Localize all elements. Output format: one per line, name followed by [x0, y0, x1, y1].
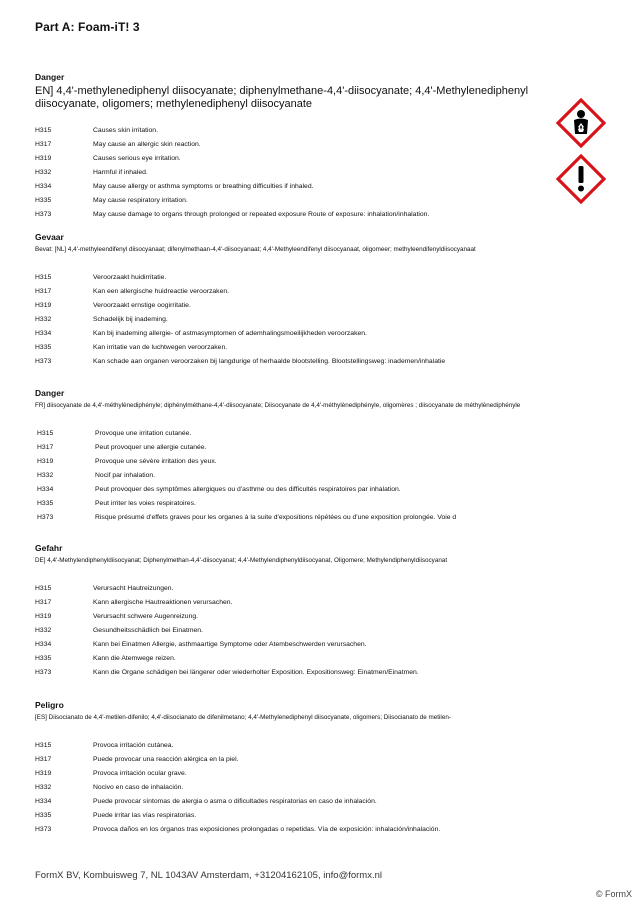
substance-names: [ES] Diisocianato de 4,4'-metilen-difenilo; 4,4'-diisocianato de difenilmetano; 4,4'-Methylenediphenyl diisocyanate, oligomers; Diisocianato de metilen-: [35, 714, 451, 721]
hazard-text: Puede provocar una reacción alérgica en la piel.: [93, 756, 239, 763]
hazard-text: May cause allergy or asthma symptoms or breathing difficulties if inhaled.: [93, 182, 314, 190]
section-es: [35, 700, 540, 837]
hazard-statement-list: [35, 582, 550, 680]
hazard-code: H317: [35, 599, 52, 606]
hazard-text: Gesundheitsschädlich bei Einatmen.: [93, 627, 203, 634]
hazard-text: Provoque une irritation cutanée.: [95, 430, 192, 437]
hazard-code: H373: [37, 514, 54, 521]
signal-word: Peligro: [35, 700, 64, 710]
hazard-statement: [35, 207, 550, 221]
hazard-text: Kann die Organe schädigen bei längerer oder wiederholter Exposition. Expositionsweg: Einatmen/Einatmen.: [93, 669, 419, 676]
hazard-statement: [35, 753, 540, 767]
substance-names: FR] diisocyanate de 4,4'-méthylènediphényle; diphénylméthane-4,4'-diisocyanate; Diisocyanate de 4,4'-méthylènediphényle, oligomères ; diisocyanate de méthylènediphényle: [35, 402, 521, 409]
hazard-code: H334: [35, 798, 52, 805]
hazard-statement: [35, 638, 550, 652]
hazard-text: Verursacht schwere Augenreizung.: [93, 613, 199, 620]
hazard-text: Kann allergische Hautreaktionen verursachen.: [93, 599, 233, 606]
hazard-code: H334: [35, 641, 52, 648]
section-fr: [35, 388, 540, 525]
hazard-text: Puede irritar las vías respiratorias.: [93, 812, 197, 819]
hazard-statement: [35, 596, 550, 610]
hazard-statement: [35, 767, 540, 781]
hazard-code: H315: [35, 585, 52, 592]
hazard-code: H332: [35, 784, 52, 791]
hazard-code: H317: [35, 140, 52, 148]
hazard-statement: [35, 511, 540, 525]
hazard-text: Schadelijk bij inademing.: [93, 316, 168, 323]
hazard-text: Verursacht Hautreizungen.: [93, 585, 174, 592]
hazard-code: H335: [35, 655, 52, 662]
hazard-code: H319: [35, 302, 52, 309]
hazard-code: H315: [35, 742, 52, 749]
hazard-statement-list: [35, 739, 540, 837]
section-de: [35, 543, 550, 680]
hazard-statement: [35, 299, 555, 313]
hazard-code: H373: [35, 669, 52, 676]
signal-word: Danger: [35, 388, 65, 398]
hazard-code: H317: [35, 288, 52, 295]
substance-names: Bevat: [NL] 4,4'-methyleendifenyl diisocyanaat; difenylmethaan-4,4'-diisocyanaat; 4,4'-Methyleendifenyl diisocyanaat, oligomeer; methyleendifenyldiisocyanaat: [35, 246, 476, 253]
company-footer: FormX BV, Kombuisweg 7, NL 1043AV Amsterdam, +31204162105, info@formx.nl: [35, 870, 382, 881]
hazard-code: H334: [37, 486, 54, 493]
hazard-statement: [35, 355, 555, 369]
hazard-text: May cause damage to organs through prolonged or repeated exposure Route of exposure: inhalation/inhalation.: [93, 210, 430, 218]
hazard-code: H319: [35, 770, 52, 777]
hazard-text: Causes skin irritation.: [93, 126, 158, 134]
hazard-text: May cause an allergic skin reaction.: [93, 140, 201, 148]
hazard-text: Veroorzaakt huidirritatie.: [93, 274, 167, 281]
hazard-text: Puede provocar síntomas de alergia o asma o dificultades respiratorias en caso de inhalación.: [93, 798, 377, 805]
hazard-statement: [35, 781, 540, 795]
hazard-code: H317: [37, 444, 54, 451]
hazard-statement: [35, 582, 550, 596]
hazard-text: Risque présumé d'effets graves pour les organes à la suite d'expositions répétées ou d'une exposition prolongée. Voie d: [95, 514, 457, 521]
hazard-text: Kann die Atemwege reizen.: [93, 655, 176, 662]
hazard-statement: [35, 313, 555, 327]
signal-word: Gefahr: [35, 543, 63, 553]
hazard-statement: [35, 427, 540, 441]
substance-names: DE] 4,4'-Methylendiphenyldiisocyanat; Diphenylmethan-4,4'-diisocyanat; 4,4'-Methylendiphenyldiisocyanat, Oligomere; Methylendiphenyldiisocyanat: [35, 557, 448, 564]
hazard-text: May cause respiratory irritation.: [93, 196, 188, 204]
hazard-text: Provoque une sévère irritation des yeux.: [95, 458, 217, 465]
hazard-text: Harmful if inhaled.: [93, 168, 148, 176]
section-nl: [35, 232, 555, 369]
hazard-text: Peut provoquer une allergie cutanée.: [95, 444, 207, 451]
hazard-text: Causes serious eye irritation.: [93, 154, 181, 162]
substance-names: EN] 4,4'-methylenediphenyl diisocyanate; diphenylmethane-4,4'-diisocyanate; 4,4'-Methylenediphenyl diisocyanate, oligomers; methylenediphenyl diisocyanate: [35, 85, 529, 110]
hazard-statement: [35, 469, 540, 483]
hazard-code: H373: [35, 826, 52, 833]
hazard-statement: [35, 795, 540, 809]
hazard-code: H335: [35, 344, 52, 351]
hazard-text: Kan irritatie van de luchtwegen veroorzaken.: [93, 344, 228, 351]
hazard-code: H373: [35, 358, 52, 365]
hazard-statement: [35, 739, 540, 753]
hazard-code: H335: [35, 812, 52, 819]
hazard-code: H319: [35, 154, 52, 162]
hazard-statement: [35, 193, 550, 207]
signal-word: Danger: [35, 72, 65, 82]
hazard-code: H373: [35, 210, 52, 218]
hazard-text: Kan een allergische huidreactie veroorzaken.: [93, 288, 230, 295]
section-en: [35, 72, 550, 221]
hazard-code: H332: [35, 316, 52, 323]
hazard-statement: [35, 151, 550, 165]
hazard-text: Nocif par inhalation.: [95, 472, 156, 479]
hazard-code: H332: [35, 627, 52, 634]
exclamation-mark-icon: [556, 154, 606, 204]
hazard-code: H334: [35, 182, 52, 190]
hazard-text: Peut provoquer des symptômes allergiques ou d'asthme ou des difficultés respiratoires par inhalation.: [95, 486, 401, 493]
hazard-statement: [35, 497, 540, 511]
hazard-code: H319: [37, 458, 54, 465]
signal-word: Gevaar: [35, 232, 64, 242]
hazard-code: H315: [37, 430, 54, 437]
hazard-statement: [35, 165, 550, 179]
hazard-code: H332: [35, 168, 52, 176]
ghs-pictograms: [556, 98, 608, 210]
hazard-text: Provoca daños en los órganos tras exposiciones prolongadas o repetidas. Vía de exposición: inhalación/inhalación.: [93, 826, 441, 833]
hazard-statement: [35, 327, 555, 341]
page-title: Part A: Foam-iT! 3: [35, 20, 140, 34]
hazard-text: Provoca irritación cutánea.: [93, 742, 174, 749]
hazard-statement: [35, 137, 550, 151]
hazard-text: Peut irriter les voies respiratoires.: [95, 500, 196, 507]
hazard-text: Nocivo en caso de inhalación.: [93, 784, 184, 791]
hazard-statement: [35, 666, 550, 680]
hazard-statement-list: [35, 271, 555, 369]
hazard-text: Kan bij inademing allergie- of astmasymptomen of ademhalingsmoeilijkheden veroorzaken.: [93, 330, 367, 337]
hazard-code: H315: [35, 274, 52, 281]
hazard-statement: [35, 823, 540, 837]
hazard-statement: [35, 441, 540, 455]
hazard-code: H334: [35, 330, 52, 337]
hazard-statement: [35, 483, 540, 497]
hazard-code: H332: [37, 472, 54, 479]
hazard-statement: [35, 809, 540, 823]
hazard-code: H319: [35, 613, 52, 620]
hazard-code: H335: [37, 500, 54, 507]
hazard-statement: [35, 652, 550, 666]
hazard-statement: [35, 179, 550, 193]
hazard-statement: [35, 123, 550, 137]
copyright-notice: © FormX: [595, 889, 632, 899]
hazard-statement: [35, 455, 540, 469]
hazard-text: Kann bei Einatmen Allergie, asthmaartige Symptome oder Atembeschwerden verursachen.: [93, 641, 367, 648]
hazard-statement: [35, 285, 555, 299]
hazard-text: Veroorzaakt ernstige oogirritatie.: [93, 302, 191, 309]
hazard-code: H335: [35, 196, 52, 204]
hazard-statement-list: [35, 427, 540, 525]
hazard-statement: [35, 271, 555, 285]
hazard-text: Kan schade aan organen veroorzaken bij langdurige of herhaalde blootstelling. Blootstellingsweg: inademen/inhalatie: [93, 358, 446, 365]
hazard-statement-list: [35, 123, 550, 221]
hazard-statement: [35, 610, 550, 624]
hazard-statement: [35, 624, 550, 638]
hazard-statement: [35, 341, 555, 355]
hazard-code: H315: [35, 126, 52, 134]
hazard-code: H317: [35, 756, 52, 763]
hazard-text: Provoca irritación ocular grave.: [93, 770, 187, 777]
health-hazard-icon: [556, 98, 606, 148]
